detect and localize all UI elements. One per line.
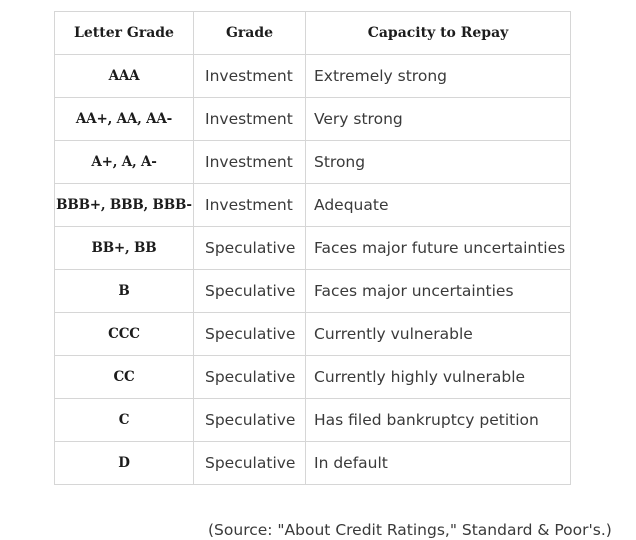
source-citation: (Source: "About Credit Ratings," Standard & Poor's.): [208, 521, 612, 539]
letter-grade-cell: A+, A, A-: [55, 141, 194, 184]
grade-cell: Speculative: [194, 356, 306, 399]
grade-cell: Speculative: [194, 399, 306, 442]
capacity-cell: Faces major uncertainties: [306, 270, 571, 313]
table-row: [55, 356, 571, 399]
header-letter-grade: Letter Grade: [55, 12, 194, 55]
table-row: [55, 141, 571, 184]
table-row: [55, 399, 571, 442]
capacity-cell: In default: [306, 442, 571, 485]
grade-cell: Investment: [194, 184, 306, 227]
capacity-cell: Adequate: [306, 184, 571, 227]
letter-grade-cell: CCC: [55, 313, 194, 356]
letter-grade-cell: D: [55, 442, 194, 485]
capacity-cell: Currently highly vulnerable: [306, 356, 571, 399]
header-grade: Grade: [194, 12, 306, 55]
grade-cell: Investment: [194, 55, 306, 98]
table-row: [55, 55, 571, 98]
credit-ratings-table: [54, 11, 571, 485]
letter-grade-cell: AA+, AA, AA-: [55, 98, 194, 141]
letter-grade-cell: C: [55, 399, 194, 442]
grade-cell: Speculative: [194, 442, 306, 485]
capacity-cell: Has filed bankruptcy petition: [306, 399, 571, 442]
letter-grade-cell: BB+, BB: [55, 227, 194, 270]
letter-grade-cell: CC: [55, 356, 194, 399]
grade-cell: Investment: [194, 98, 306, 141]
table-row: [55, 98, 571, 141]
grade-cell: Speculative: [194, 270, 306, 313]
table-row: [55, 442, 571, 485]
grade-cell: Speculative: [194, 227, 306, 270]
capacity-cell: Extremely strong: [306, 55, 571, 98]
capacity-cell: Faces major future uncertainties: [306, 227, 571, 270]
letter-grade-cell: B: [55, 270, 194, 313]
header-capacity-to-repay: Capacity to Repay: [306, 12, 571, 55]
table-row: [55, 227, 571, 270]
letter-grade-cell: AAA: [55, 55, 194, 98]
table-row: [55, 184, 571, 227]
capacity-cell: Very strong: [306, 98, 571, 141]
grade-cell: Speculative: [194, 313, 306, 356]
grade-cell: Investment: [194, 141, 306, 184]
capacity-cell: Currently vulnerable: [306, 313, 571, 356]
table-row: [55, 313, 571, 356]
table-header-row: [55, 12, 571, 55]
table-row: [55, 270, 571, 313]
letter-grade-cell: BBB+, BBB, BBB-: [55, 184, 194, 227]
capacity-cell: Strong: [306, 141, 571, 184]
